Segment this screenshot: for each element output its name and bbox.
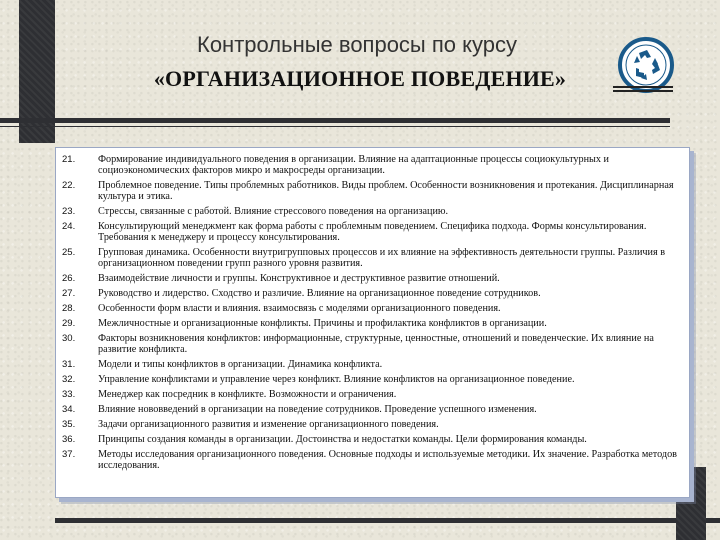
question-text: Задачи организационного развития и изменение организационного поведения. [98, 419, 439, 430]
question-number: 37. [62, 449, 76, 460]
question-number: 27. [62, 288, 76, 299]
list-item [56, 374, 689, 385]
question-text: Методы исследования организационного поведения. Основные подходы и используемые методики. Их значение. Разработка методов исследования. [98, 449, 677, 471]
question-text: Проблемное поведение. Типы проблемных работников. Виды проблем. Особенности возникновения и протекания. Дисциплинарная культура и этика. [98, 180, 674, 202]
question-number: 23. [62, 206, 76, 217]
question-text: Особенности форм власти и влияния. взаимосвязь с моделями организационного поведения. [98, 303, 501, 314]
question-text: Влияние нововведений в организации на поведение сотрудников. Проведение успешного изменения. [98, 404, 537, 415]
slide-title-line1: Контрольные вопросы по курсу [197, 32, 517, 57]
list-item [56, 288, 689, 299]
question-number: 24. [62, 221, 76, 232]
question-text: Формирование индивидуального поведения в организации. Влияние на адаптационные процессы социокультурных и социоэкономических факторов микро и макросреды организации. [98, 154, 609, 176]
question-text: Консультирующий менеджмент как форма работы с проблемным поведением. Специфика подхода. Формы консультирования. Требования к менеджеру и процессу консультирования. [98, 221, 647, 243]
question-text: Руководство и лидерство. Сходство и различие. Влияние на организационное поведение сотрудников. [98, 288, 541, 299]
list-item [56, 247, 689, 269]
list-item [56, 389, 689, 400]
list-item [56, 318, 689, 329]
list-item [56, 434, 689, 445]
question-number: 36. [62, 434, 76, 445]
question-text: Управление конфликтами и управление через конфликт. Влияние конфликтов на организационное поведение. [98, 374, 575, 385]
slide-title-line2: «ОРГАНИЗАЦИОННОЕ ПОВЕДЕНИЕ» [153, 66, 567, 91]
question-text: Модели и типы конфликтов в организации. Динамика конфликта. [98, 359, 383, 370]
title-divider-thin [0, 126, 670, 127]
question-number: 34. [62, 404, 76, 415]
question-number: 22. [62, 180, 76, 191]
question-number: 29. [62, 318, 76, 329]
list-item [56, 359, 689, 370]
list-item [56, 221, 689, 243]
question-number: 26. [62, 273, 76, 284]
list-item [56, 154, 689, 176]
question-number: 28. [62, 303, 76, 314]
list-item [56, 206, 689, 217]
list-item [56, 449, 689, 471]
question-text: Групповая динамика. Особенности внутригрупповых процессов и их влияние на эффективность деятельности группы. Различия в организационном поведении групп разного уровня развития. [98, 247, 666, 269]
list-item [56, 333, 689, 355]
question-text: Стрессы, связанные с работой. Влияние стрессового поведения на организацию. [98, 206, 449, 217]
list-item [56, 273, 689, 284]
title-divider [0, 118, 670, 123]
question-number: 33. [62, 389, 76, 400]
questions-list [55, 147, 690, 498]
question-text: Принципы создания команды в организации. Достоинства и недостатки команды. Цели формирования команды. [98, 434, 587, 445]
question-number: 25. [62, 247, 76, 258]
bottom-divider [55, 518, 720, 523]
list-item [56, 303, 689, 314]
question-text: Факторы возникновения конфликтов: информационные, структурные, ценностные, отношений и поведенческие. Их влияние на развитие конфликта. [98, 333, 654, 355]
list-item [56, 419, 689, 430]
question-number: 30. [62, 333, 76, 344]
question-number: 21. [62, 154, 76, 165]
question-text: Взаимодействие личности и группы. Конструктивное и деструктивное развитие отношений. [98, 273, 500, 284]
logo-underline [613, 86, 673, 96]
list-item [56, 180, 689, 202]
question-number: 35. [62, 419, 76, 430]
question-text: Межличностные и организационные конфликты. Причины и профилактика конфликтов в организации. [98, 318, 547, 329]
question-number: 32. [62, 374, 76, 385]
list-item [56, 404, 689, 415]
question-text: Менеджер как посредник в конфликте. Возможности и ограничения. [98, 389, 397, 400]
question-number: 31. [62, 359, 76, 370]
